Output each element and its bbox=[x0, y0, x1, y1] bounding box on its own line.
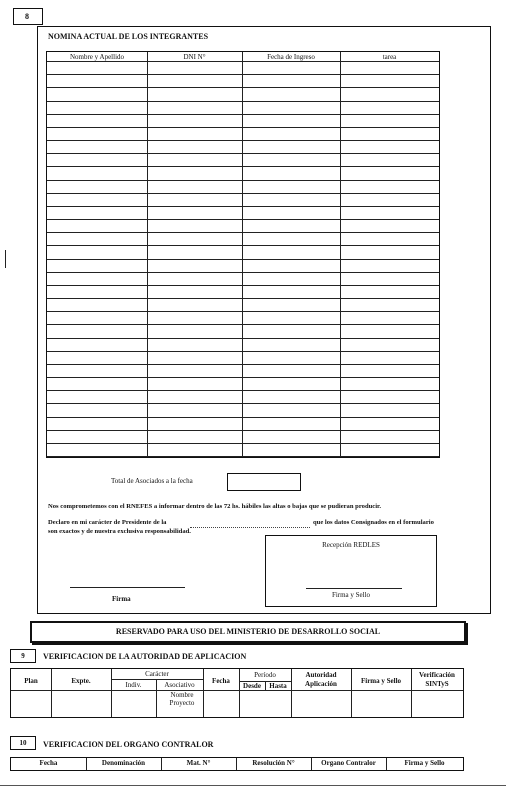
header-periodo: Período bbox=[254, 671, 276, 679]
contralor-header-fecha: Fecha bbox=[39, 759, 58, 767]
table-row-line bbox=[47, 403, 439, 404]
table-row-line bbox=[47, 364, 439, 365]
header-verificacion-sintys: Verificación SINTyS bbox=[419, 671, 455, 688]
header-hasta: Hasta bbox=[269, 682, 287, 690]
section-9-title: VERIFICACION DE LA AUTORIDAD DE APLICACION bbox=[43, 652, 247, 661]
declaration-start: Declaro en mi carácter de Presidente de la bbox=[48, 519, 167, 526]
commitment-text: Nos comprometemos con el RNEFES a informar dentro de las 72 hs. hábiles las altas o bajas que se pudieran producir. bbox=[48, 503, 382, 510]
reserved-banner-text: RESERVADO PARA USO DEL MINISTERIO DE DESARROLLO SOCIAL bbox=[115, 627, 381, 636]
table-row-line bbox=[47, 298, 439, 299]
header-caracter: Carácter bbox=[145, 670, 169, 678]
column-separator bbox=[340, 52, 341, 456]
table-row-line bbox=[47, 456, 439, 457]
table-row-line bbox=[47, 206, 439, 207]
table-row-line bbox=[47, 377, 439, 378]
reception-title: Recepción REDLES bbox=[322, 541, 380, 549]
header-desde: Desde bbox=[243, 682, 261, 690]
table-row-line bbox=[47, 272, 439, 273]
table-row-line bbox=[47, 311, 439, 312]
table-row-line bbox=[47, 127, 439, 128]
table-row-line bbox=[47, 443, 439, 444]
nomina-table bbox=[46, 51, 440, 458]
table-row-line bbox=[47, 324, 439, 325]
table-row-line bbox=[47, 140, 439, 141]
left-signature-label: Firma bbox=[112, 595, 131, 603]
left-signature-line bbox=[70, 587, 185, 588]
column-separator bbox=[147, 52, 148, 456]
section-10-title: VERIFICACION DEL ORGANO CONTRALOR bbox=[43, 740, 214, 749]
contralor-header-firma: Firma y Sello bbox=[404, 759, 445, 767]
column-header-fecha-ingreso: Fecha de Ingreso bbox=[267, 53, 315, 61]
table-row-line bbox=[47, 101, 439, 102]
reception-box bbox=[265, 535, 437, 607]
header-plan: Plan bbox=[24, 677, 38, 685]
verification-table bbox=[10, 668, 464, 718]
contralor-header-resolucion: Resolución N° bbox=[252, 759, 295, 767]
table-row-line bbox=[47, 417, 439, 418]
reception-signature-label: Firma y Sello bbox=[331, 591, 371, 599]
column-header-tarea: tarea bbox=[382, 53, 397, 61]
header-autoridad: Autoridad Aplicación bbox=[305, 671, 337, 688]
section-number-box bbox=[13, 8, 43, 25]
column-separator bbox=[242, 52, 243, 456]
table-row-line bbox=[47, 153, 439, 154]
total-asociados-field[interactable] bbox=[227, 473, 301, 491]
table-row-line bbox=[47, 74, 439, 75]
contralor-header-mat: Mat. N° bbox=[186, 759, 211, 767]
section-10-number-box bbox=[10, 736, 36, 750]
table-row-line bbox=[47, 430, 439, 431]
header-fecha: Fecha bbox=[212, 677, 230, 685]
table-row-line bbox=[47, 232, 439, 233]
header-asociativo: Asociativo bbox=[164, 681, 195, 689]
section-9-number: 9 bbox=[21, 652, 25, 660]
header-nombre-proyecto: Nombre Proyecto bbox=[169, 691, 195, 707]
column-header-nombre: Nombre y Apellido bbox=[69, 53, 125, 61]
table-row-line bbox=[47, 166, 439, 167]
contralor-table bbox=[10, 757, 464, 771]
table-row-line bbox=[47, 193, 439, 194]
table-row-line bbox=[47, 259, 439, 260]
contralor-header-denominacion: Denominación bbox=[101, 759, 146, 767]
section-10-number: 10 bbox=[19, 739, 27, 747]
declaration-end: que los datos Consignados en el formulario bbox=[313, 519, 434, 526]
table-row-line bbox=[47, 351, 439, 352]
table-row-line bbox=[47, 338, 439, 339]
table-row-line bbox=[47, 390, 439, 391]
table-row-line bbox=[47, 219, 439, 220]
margin-mark bbox=[5, 250, 6, 268]
table-row-line bbox=[47, 61, 439, 62]
section-9-number-box bbox=[10, 649, 36, 663]
declaration-blank[interactable] bbox=[190, 527, 310, 528]
column-header-dni: DNI N° bbox=[183, 53, 206, 61]
declaration-line2: son exactos y de nuestra exclusiva responsabilidad. bbox=[48, 528, 191, 535]
nomina-title: NOMINA ACTUAL DE LOS INTEGRANTES bbox=[48, 32, 209, 41]
scan-edge bbox=[0, 785, 506, 786]
reception-signature-line bbox=[306, 588, 402, 589]
header-firma-sello: Firma y Sello bbox=[360, 677, 402, 685]
reserved-banner bbox=[30, 621, 466, 643]
total-asociados-label: Total de Asociados a la fecha bbox=[111, 477, 193, 485]
header-indiv: Indiv. bbox=[125, 681, 142, 689]
header-expte: Expte. bbox=[71, 677, 91, 685]
table-row-line bbox=[47, 180, 439, 181]
table-row-line bbox=[47, 285, 439, 286]
table-row-line bbox=[47, 87, 439, 88]
section-number: 8 bbox=[25, 12, 29, 21]
table-row-line bbox=[47, 114, 439, 115]
contralor-header-organo: Organo Contralor bbox=[321, 759, 376, 767]
table-row-line bbox=[47, 245, 439, 246]
